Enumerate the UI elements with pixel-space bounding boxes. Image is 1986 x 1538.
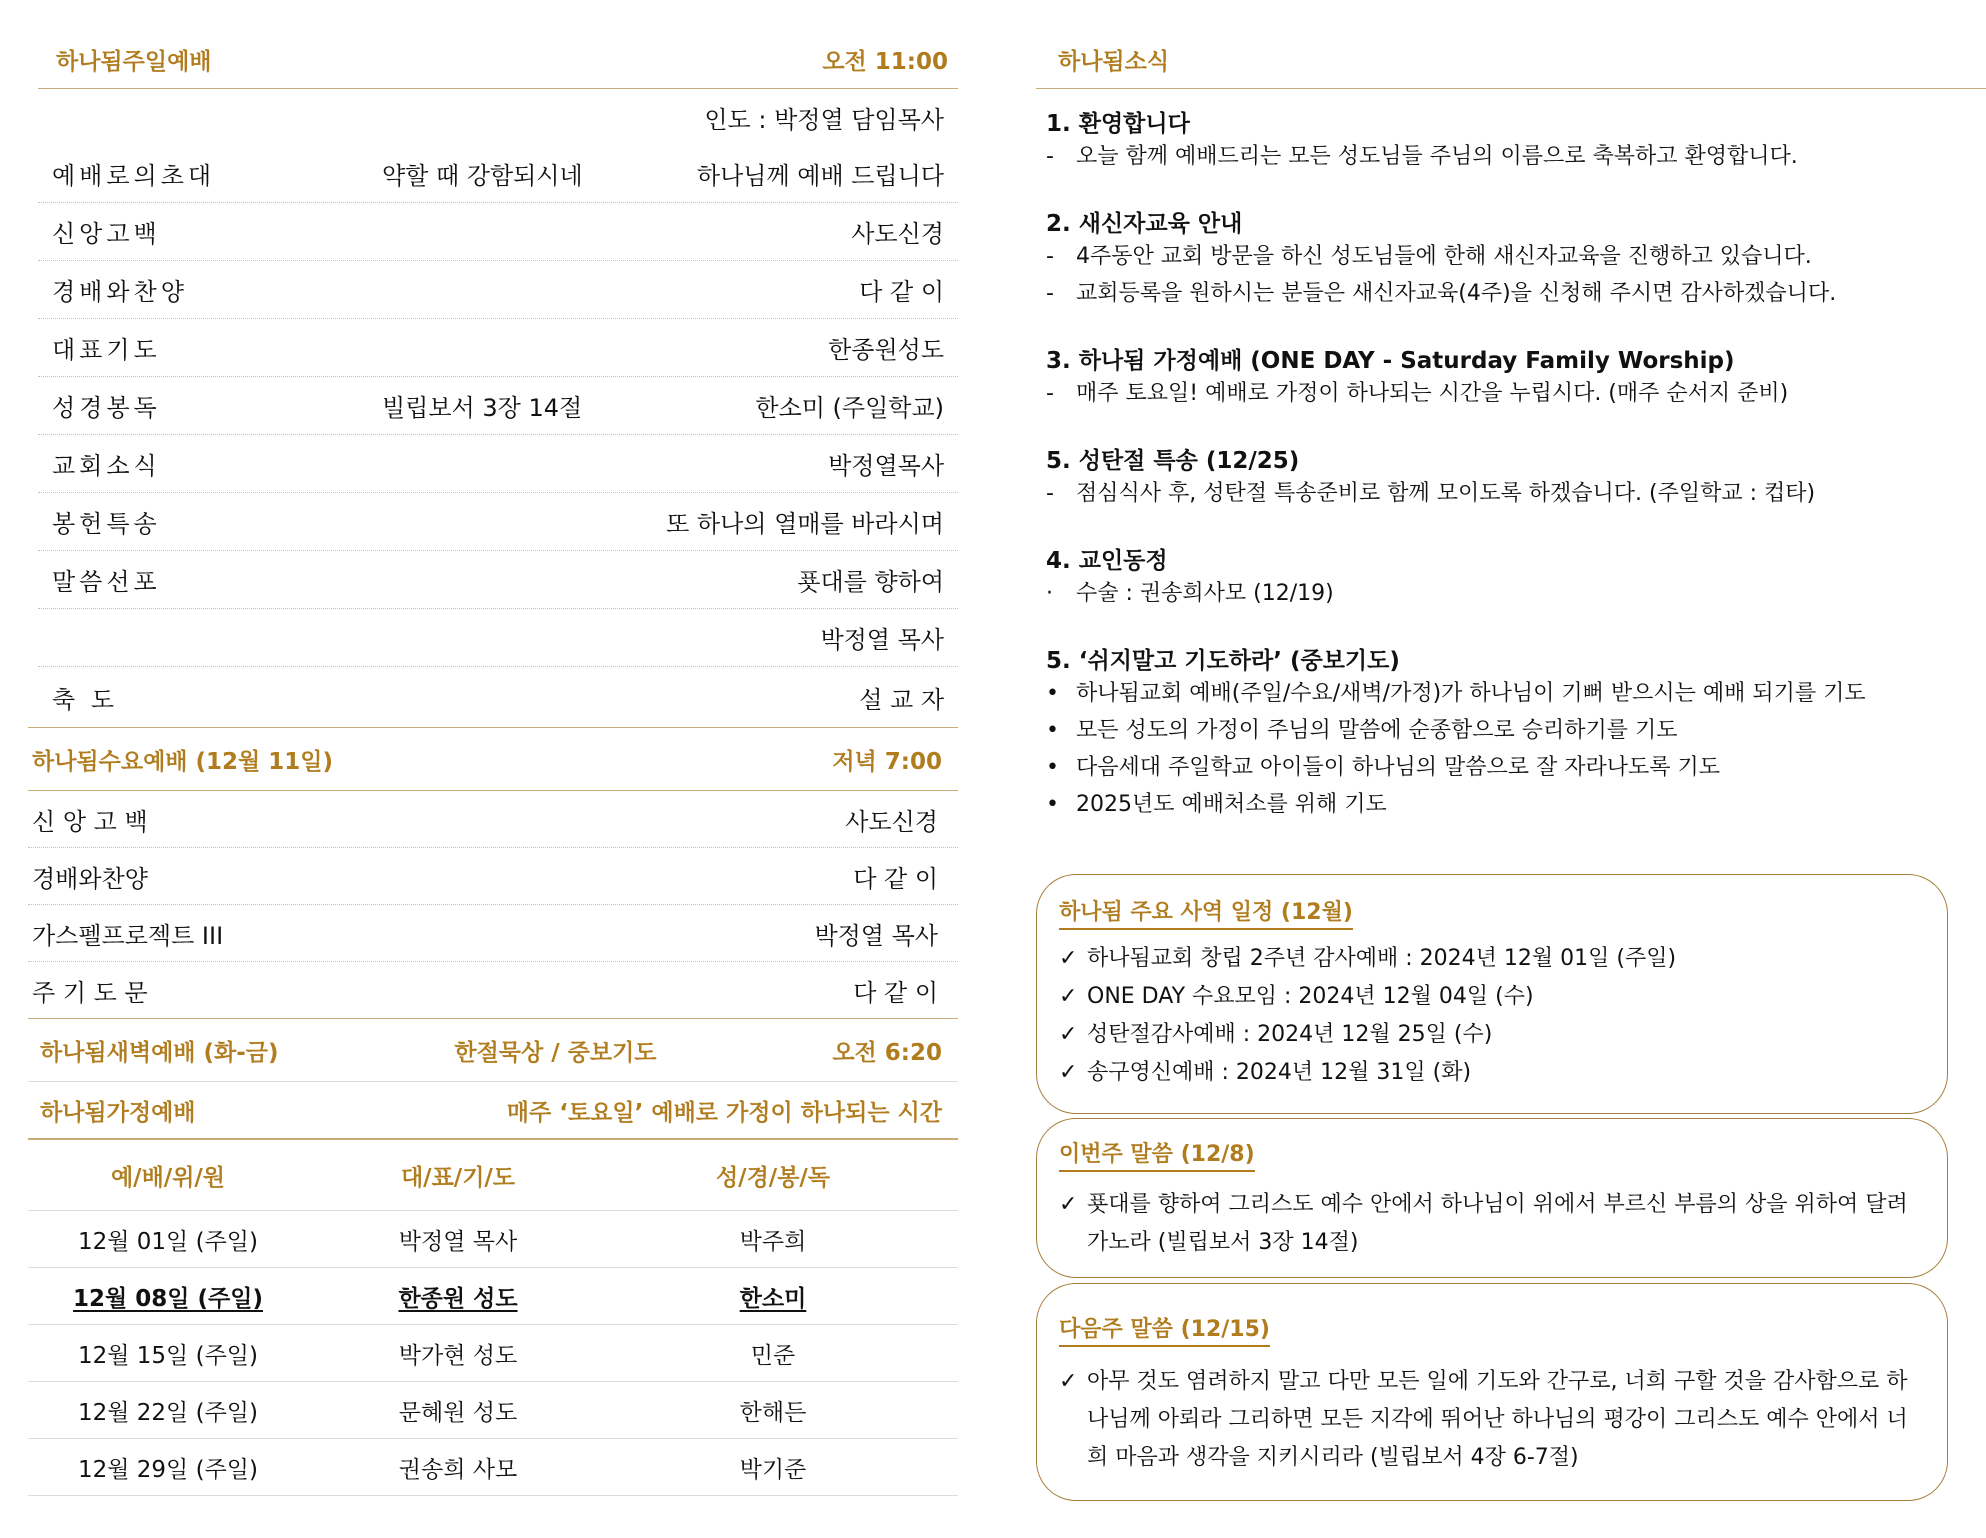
news-item-text: 수술 : 권송희사모 (12/19) xyxy=(1076,581,1334,606)
this-week-verse xyxy=(1059,1186,1925,1262)
schedule-title: 하나됨 주요 사역 일정 (12월) xyxy=(1059,895,1353,930)
news-item xyxy=(1046,749,1952,786)
sunday-order-list xyxy=(38,145,958,727)
order-item: 봉헌특송 xyxy=(52,510,161,538)
dawn-title: 하나됨새벽예배 (화-금) xyxy=(40,1039,279,1066)
schedule-item-text: 성탄절감사예배 : 2024년 12월 25일 (수) xyxy=(1087,1022,1493,1047)
news-section xyxy=(1046,105,1952,175)
check-icon: ✓ xyxy=(1059,1060,1078,1085)
news-item-text: 다음세대 주일학교 아이들이 하나님의 말씀으로 잘 자라나도록 기도 xyxy=(1076,755,1721,780)
dawn-middle: 한절묵상 / 중보기도 xyxy=(454,1039,657,1066)
family-table-header xyxy=(28,1140,958,1211)
check-icon: ✓ xyxy=(1059,984,1078,1009)
schedule-item xyxy=(1059,978,1921,1016)
news-item xyxy=(1046,138,1952,175)
order-item: 신 앙 고 백 xyxy=(32,807,148,836)
schedule-item-text: 송구영신예배 : 2024년 12월 31일 (화) xyxy=(1087,1060,1472,1085)
wednesday-order-row xyxy=(28,848,958,905)
sunday-order-row xyxy=(38,609,958,667)
order-person: 설 교 자 xyxy=(859,685,944,714)
wednesday-order-list xyxy=(28,791,958,1018)
news-item xyxy=(1046,786,1952,823)
order-item: 예배로의초대 xyxy=(52,162,216,190)
order-item: 주 기 도 문 xyxy=(32,978,148,1007)
news-item-text: 2025년도 예배처소를 위해 기도 xyxy=(1076,792,1387,817)
order-person: 사도신경 xyxy=(851,220,944,248)
bullet-icon: • xyxy=(1046,755,1059,780)
this-week-text: 푯대를 향하여 그리스도 예수 안에서 하나님이 위에서 부르신 부름의 상을 위하여 달려가노라 (빌립보서 3장 14절) xyxy=(1087,1192,1908,1255)
order-person: 박정열 목사 xyxy=(814,921,938,950)
family-date: 12월 22일 (주일) xyxy=(78,1399,258,1426)
family-reader: 민준 xyxy=(750,1342,796,1369)
wednesday-order-row xyxy=(28,962,958,1018)
next-week-verse xyxy=(1059,1363,1925,1477)
news-item-text: 교회등록을 원하시는 분들은 새신자교육(4주)을 신청해 주시면 감사하겠습니다. xyxy=(1076,281,1837,306)
order-item: 말씀선포 xyxy=(52,568,161,596)
schedule-box xyxy=(1036,874,1948,1114)
schedule-item xyxy=(1059,1016,1921,1054)
next-week-text: 아무 것도 염려하지 말고 다만 모든 일에 기도와 간구로, 너희 구할 것을 감사함으로 하나님께 아뢰라 그리하면 모든 지각에 뛰어난 하나님의 평강이 그리스도 예수 안에서 너희 마음과 생각을 지키시리라 (빌립보서 4장 6-7절) xyxy=(1087,1369,1908,1470)
news-item-text: 하나됨교회 예배(주일/수요/새벽/가정)가 하나님이 기뻐 받으시는 예배 되기를 기도 xyxy=(1076,681,1866,706)
news-header xyxy=(1036,30,1986,89)
family-desc: 매주 ‘토요일’ 예배로 가정이 하나되는 시간 xyxy=(506,1099,942,1126)
family-reader: 한소미 xyxy=(739,1285,807,1312)
left-column xyxy=(32,30,958,1496)
family-date: 12월 29일 (주일) xyxy=(78,1456,258,1483)
check-icon: ✓ xyxy=(1059,1192,1078,1217)
order-person: 또 하나의 열매를 바라시며 xyxy=(666,510,944,538)
sunday-title: 하나됨주일예배 xyxy=(56,48,212,75)
check-icon: ✓ xyxy=(1059,1022,1078,1047)
order-item: 신앙고백 xyxy=(52,220,161,248)
news-section-title: 1. 환영합니다 xyxy=(1046,111,1190,137)
sunday-order-row xyxy=(38,551,958,609)
bullet-icon: • xyxy=(1046,681,1059,706)
family-table-row xyxy=(28,1325,958,1382)
order-person: 다 같 이 xyxy=(853,864,938,893)
news-item-text: 모든 성도의 가정이 주님의 말씀에 순종함으로 승리하기를 기도 xyxy=(1076,718,1678,743)
bullet-icon: - xyxy=(1046,281,1054,306)
order-person: 하나님께 예배 드립니다 xyxy=(696,162,944,190)
col-header-reading: 성/경/봉/독 xyxy=(715,1164,831,1191)
wednesday-title: 하나됨수요예배 (12월 11일) xyxy=(32,748,334,775)
family-prayer: 박가현 성도 xyxy=(398,1342,518,1369)
family-table-row xyxy=(28,1382,958,1439)
right-column xyxy=(1036,30,1952,823)
schedule-item-text: 하나됨교회 창립 2주년 감사예배 : 2024년 12월 01일 (주일) xyxy=(1087,946,1677,971)
sunday-leader: 인도 : 박정열 담임목사 xyxy=(704,105,944,134)
news-item xyxy=(1046,575,1952,612)
sunday-leader-row xyxy=(38,89,958,145)
family-prayer: 한종원 성도 xyxy=(398,1285,518,1312)
dawn-header xyxy=(28,1018,958,1082)
sunday-order-row xyxy=(38,435,958,493)
family-prayer: 문혜원 성도 xyxy=(398,1399,518,1426)
sunday-order-row xyxy=(38,261,958,319)
order-detail: 약할 때 강함되시네 xyxy=(382,162,583,190)
order-item: 교회소식 xyxy=(52,452,161,480)
family-table-row xyxy=(28,1439,958,1496)
family-title: 하나됨가정예배 xyxy=(40,1099,196,1126)
check-icon: ✓ xyxy=(1059,1369,1078,1394)
order-person: 한소미 (주일학교) xyxy=(755,394,944,422)
news-item xyxy=(1046,475,1952,512)
news-section-title: 3. 하나됨 가정예배 (ONE DAY - Saturday Family Worship) xyxy=(1046,348,1735,374)
bullet-icon: · xyxy=(1046,581,1053,606)
order-item: 경배와찬양 xyxy=(32,864,148,893)
sunday-order-row xyxy=(38,203,958,261)
family-reader: 한해든 xyxy=(739,1399,807,1426)
schedule-item xyxy=(1059,1054,1921,1092)
sunday-order-row xyxy=(38,493,958,551)
family-table-row xyxy=(28,1211,958,1268)
family-reader: 박기준 xyxy=(739,1456,807,1483)
col-header-prayer: 대/표/기/도 xyxy=(400,1164,516,1191)
col-header-worship: 예/배/위/원 xyxy=(110,1164,226,1191)
order-person: 다 같 이 xyxy=(859,278,944,306)
family-table xyxy=(28,1140,958,1496)
news-item-text: 오늘 함께 예배드리는 모든 성도님들 주님의 이름으로 축복하고 환영합니다. xyxy=(1076,144,1798,169)
order-person: 푯대를 향하여 xyxy=(797,568,944,596)
order-item: 축 도 xyxy=(52,685,118,714)
family-header xyxy=(28,1082,958,1140)
this-week-box xyxy=(1036,1118,1948,1278)
schedule-list xyxy=(1059,940,1921,1092)
bullet-icon: • xyxy=(1046,792,1059,817)
this-week-title: 이번주 말씀 (12/8) xyxy=(1059,1137,1255,1172)
news-item xyxy=(1046,275,1952,312)
news-section xyxy=(1046,342,1952,412)
news-item xyxy=(1046,238,1952,275)
check-icon: ✓ xyxy=(1059,946,1078,971)
news-item-text: 매주 토요일! 예배로 가정이 하나되는 시간을 누립시다. (매주 순서지 준비) xyxy=(1076,381,1789,406)
order-person: 박정열목사 xyxy=(828,452,944,480)
news-section-title: 5. 성탄절 특송 (12/25) xyxy=(1046,448,1300,474)
bullet-icon: - xyxy=(1046,244,1054,269)
news-section xyxy=(1046,442,1952,512)
news-section-title: 5. ‘쉬지말고 기도하라’ (중보기도) xyxy=(1046,648,1400,674)
wednesday-time: 저녁 7:00 xyxy=(832,748,942,775)
family-date: 12월 08일 (주일) xyxy=(73,1285,263,1312)
news-list xyxy=(1036,105,1952,823)
wednesday-header xyxy=(28,727,958,791)
family-prayer: 박정열 목사 xyxy=(398,1228,518,1255)
sunday-header xyxy=(38,30,958,89)
next-week-title: 다음주 말씀 (12/15) xyxy=(1059,1312,1270,1347)
bullet-icon: - xyxy=(1046,381,1054,406)
news-item xyxy=(1046,375,1952,412)
news-section xyxy=(1046,642,1952,823)
family-table-body xyxy=(28,1211,958,1496)
news-item xyxy=(1046,712,1952,749)
sunday-order-row xyxy=(38,377,958,435)
next-week-box xyxy=(1036,1283,1948,1501)
order-item: 대표기도 xyxy=(52,336,161,364)
bullet-icon: • xyxy=(1046,718,1059,743)
news-section-title: 2. 새신자교육 안내 xyxy=(1046,211,1243,237)
order-person: 다 같 이 xyxy=(853,978,938,1007)
news-section-title: 4. 교인동정 xyxy=(1046,548,1168,574)
order-detail: 빌립보서 3장 14절 xyxy=(382,394,583,422)
order-item: 성경봉독 xyxy=(52,394,161,422)
news-item-text: 점심식사 후, 성탄절 특송준비로 함께 모이도록 하겠습니다. (주일학교 : 컵타) xyxy=(1076,481,1816,506)
schedule-item-text: ONE DAY 수요모임 : 2024년 12월 04일 (수) xyxy=(1087,984,1534,1009)
bullet-icon: - xyxy=(1046,481,1054,506)
dawn-time: 오전 6:20 xyxy=(832,1039,942,1066)
wednesday-order-row xyxy=(28,791,958,848)
order-item: 가스펠프로젝트 III xyxy=(32,921,224,950)
order-person: 박정열 목사 xyxy=(820,626,944,654)
news-title: 하나됨소식 xyxy=(1058,48,1170,75)
sunday-order-row xyxy=(38,145,958,203)
news-item-text: 4주동안 교회 방문을 하신 성도님들에 한해 새신자교육을 진행하고 있습니다. xyxy=(1076,244,1812,269)
order-person: 사도신경 xyxy=(845,807,938,836)
sunday-order-row xyxy=(38,319,958,377)
family-date: 12월 01일 (주일) xyxy=(78,1228,258,1255)
sunday-time: 오전 11:00 xyxy=(822,48,948,75)
wednesday-order-row xyxy=(28,905,958,962)
family-reader: 박주희 xyxy=(739,1228,807,1255)
order-item: 경배와찬양 xyxy=(52,278,188,306)
news-item xyxy=(1046,675,1952,712)
family-prayer: 권송희 사모 xyxy=(398,1456,518,1483)
news-section xyxy=(1046,542,1952,612)
news-section xyxy=(1046,205,1952,312)
sunday-order-row xyxy=(38,667,958,727)
family-date: 12월 15일 (주일) xyxy=(78,1342,258,1369)
bullet-icon: - xyxy=(1046,144,1054,169)
order-person: 한종원성도 xyxy=(828,336,944,364)
schedule-item xyxy=(1059,940,1921,978)
family-table-row xyxy=(28,1268,958,1325)
